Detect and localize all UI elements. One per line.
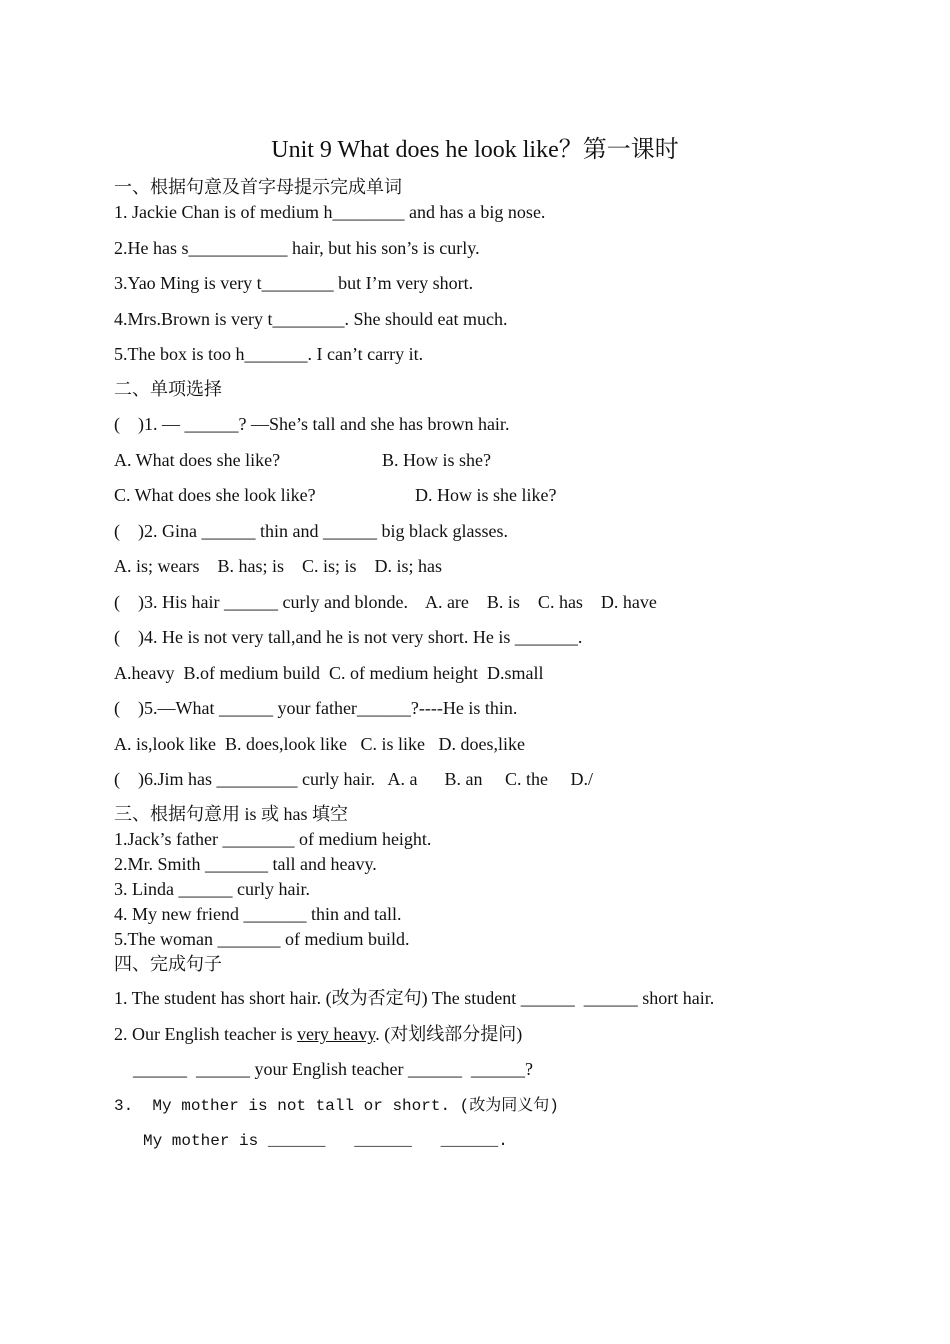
question-4: ( )4. He is not very tall,and he is not very short. He is _______. [114, 627, 583, 647]
section-2-heading: 二、单项选择 [114, 379, 222, 399]
question-1-option-a: A. What does she like? [114, 450, 281, 470]
sentence-2-answer-line: ______ ______ your English teacher ______ ______? [133, 1059, 533, 1079]
section-3-item-1: 1.Jack’s father ________ of medium height. [114, 829, 432, 849]
section-3-item-5: 5.The woman _______ of medium build. [114, 929, 410, 949]
sentence-3-answer-line: My mother is ______ ______ ______. [143, 1132, 508, 1150]
section-1-item-3: 3.Yao Ming is very t________ but I’m very short. [114, 273, 474, 293]
question-5-options: A. is,look like B. does,look like C. is like D. does,like [114, 734, 525, 754]
question-1: ( )1. — ______? —She’s tall and she has brown hair. [114, 414, 510, 434]
section-1-item-2: 2.He has s___________ hair, but his son’s is curly. [114, 238, 480, 258]
sentence-3: 3. My mother is not tall or short. (改为同义句) [114, 1097, 559, 1115]
question-4-options: A.heavy B.of medium build C. of medium height D.small [114, 663, 544, 683]
section-3-heading: 三、根据句意用 is 或 has 填空 [114, 804, 348, 824]
section-4-heading: 四、完成句子 [114, 954, 222, 974]
question-2: ( )2. Gina ______ thin and ______ big black glasses. [114, 521, 508, 541]
sentence-1: 1. The student has short hair. (改为否定句) The student ______ ______ short hair. [114, 988, 715, 1008]
section-3-item-2: 2.Mr. Smith _______ tall and heavy. [114, 854, 377, 874]
question-5: ( )5.—What ______ your father______?----He is thin. [114, 698, 518, 718]
sentence-2-underlined: very heavy [296, 1024, 376, 1044]
sentence-2-suffix: . (对划线部分提问) [375, 1024, 523, 1044]
question-6: ( )6.Jim has _________ curly hair. A. a B. an C. the D./ [114, 769, 593, 789]
section-3-item-3: 3. Linda ______ curly hair. [114, 879, 310, 899]
question-3: ( )3. His hair ______ curly and blonde. A. are B. is C. has D. have [114, 592, 657, 612]
section-3-item-4: 4. My new friend _______ thin and tall. [114, 904, 402, 924]
sentence-2-prefix: 2. Our English teacher is [114, 1024, 297, 1044]
sentence-2 [114, 1023, 522, 1045]
question-1-option-b: B. How is she? [382, 450, 491, 470]
section-1-heading: 一、根据句意及首字母提示完成单词 [114, 177, 402, 197]
section-1-item-1: 1. Jackie Chan is of medium h________ and has a big nose. [114, 202, 546, 222]
question-1-option-d: D. How is she like? [415, 485, 557, 505]
page-title: Unit 9 What does he look like？第一课时 [271, 137, 679, 163]
section-1-item-5: 5.The box is too h_______. I can’t carry it. [114, 344, 424, 364]
section-1-item-4: 4.Mrs.Brown is very t________. She should eat much. [114, 309, 508, 329]
question-1-option-c: C. What does she look like? [114, 485, 316, 505]
question-2-options: A. is; wears B. has; is C. is; is D. is; has [114, 556, 443, 576]
